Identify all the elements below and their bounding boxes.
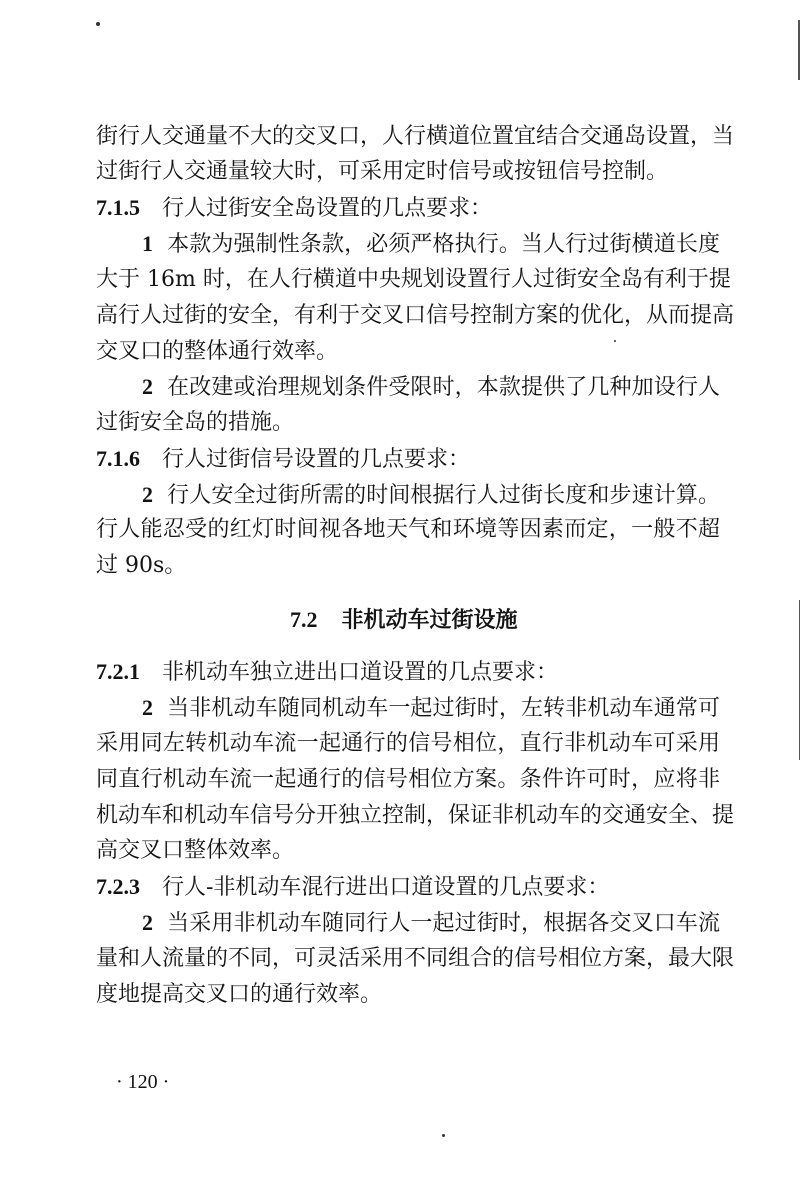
text-line: 采用同左转机动车流一起通行的信号相位，直行非机动车可采用 bbox=[96, 731, 720, 756]
section-title: 非机动车过街设施 bbox=[341, 607, 518, 633]
text-line: 街行人交通量不大的交叉口，人行横道位置宜结合交通岛设置，当 bbox=[96, 124, 735, 149]
clause-7-2-1 bbox=[96, 661, 558, 684]
text-line: 高交叉口整体效率。 bbox=[96, 838, 295, 863]
text-line bbox=[142, 233, 720, 256]
clause-title: 行人-非机动车混行进出口道设置的几点要求： bbox=[162, 875, 610, 900]
scan-speck bbox=[96, 22, 100, 26]
text-line: 过街行人交通量较大时，可采用定时信号或按钮信号控制。 bbox=[96, 159, 669, 184]
clause-7-1-5 bbox=[96, 197, 492, 220]
clause-7-2-3 bbox=[96, 876, 609, 899]
text-line: 大于 16m 时，在人行横道中央规划设置行人过街安全岛有利于提 bbox=[96, 267, 731, 292]
page-number: · 120 · bbox=[116, 1071, 170, 1093]
clause-title: 行人过街安全岛设置的几点要求： bbox=[162, 196, 493, 221]
item-text: 当非机动车随同机动车一起过街时，左转非机动车通常可 bbox=[167, 696, 720, 721]
text-line: 量和人流量的不同，可灵活采用不同组合的信号相位方案，最大限 bbox=[96, 946, 735, 971]
item-number: 2 bbox=[142, 910, 153, 935]
item-text: 行人安全过街所需的时间根据行人过街长度和步速计算。 bbox=[167, 483, 720, 508]
clause-number: 7.2.3 bbox=[96, 874, 140, 899]
text-line bbox=[142, 376, 720, 399]
text-line: 机动车和机动车信号分开独立控制，保证非机动车的交通安全、提 bbox=[96, 803, 735, 828]
item-text: 当采用非机动车随同行人一起过街时，根据各交叉口车流 bbox=[167, 911, 720, 936]
text-line: 同直行机动车流一起通行的信号相位方案。条件许可时，应将非 bbox=[96, 767, 720, 792]
scan-speck bbox=[614, 340, 616, 342]
clause-title: 行人过街信号设置的几点要求： bbox=[162, 447, 471, 472]
section-number: 7.2 bbox=[290, 607, 318, 632]
clause-number: 7.1.5 bbox=[96, 195, 140, 220]
text-line: 高行人过街的安全，有利于交叉口信号控制方案的优化，从而提高 bbox=[96, 303, 735, 328]
clause-7-1-6 bbox=[96, 448, 470, 471]
text-line bbox=[142, 484, 720, 507]
clause-title: 非机动车独立进出口道设置的几点要求： bbox=[162, 660, 559, 685]
clause-number: 7.1.6 bbox=[96, 446, 140, 471]
scan-speck bbox=[442, 1134, 445, 1137]
clause-number: 7.2.1 bbox=[96, 659, 140, 684]
text-line: 过 90s。 bbox=[96, 553, 187, 578]
text-line: 行人能忍受的红灯时间视各地天气和环境等因素而定，一般不超 bbox=[96, 517, 720, 542]
section-heading-7-2 bbox=[290, 609, 518, 631]
item-number: 2 bbox=[142, 695, 153, 720]
text-line bbox=[142, 697, 720, 720]
item-number: 1 bbox=[142, 231, 153, 256]
item-text: 在改建或治理规划条件受限时，本款提供了几种加设行人 bbox=[167, 375, 720, 400]
text-line: 过街安全岛的措施。 bbox=[96, 410, 295, 435]
item-number: 2 bbox=[142, 482, 153, 507]
item-text: 本款为强制性条款，必须严格执行。当人行过街横道长度 bbox=[167, 232, 720, 257]
text-line: 度地提高交叉口的通行效率。 bbox=[96, 982, 383, 1007]
text-line: 交叉口的整体通行效率。 bbox=[96, 339, 339, 364]
item-number: 2 bbox=[142, 374, 153, 399]
text-line bbox=[142, 912, 720, 935]
